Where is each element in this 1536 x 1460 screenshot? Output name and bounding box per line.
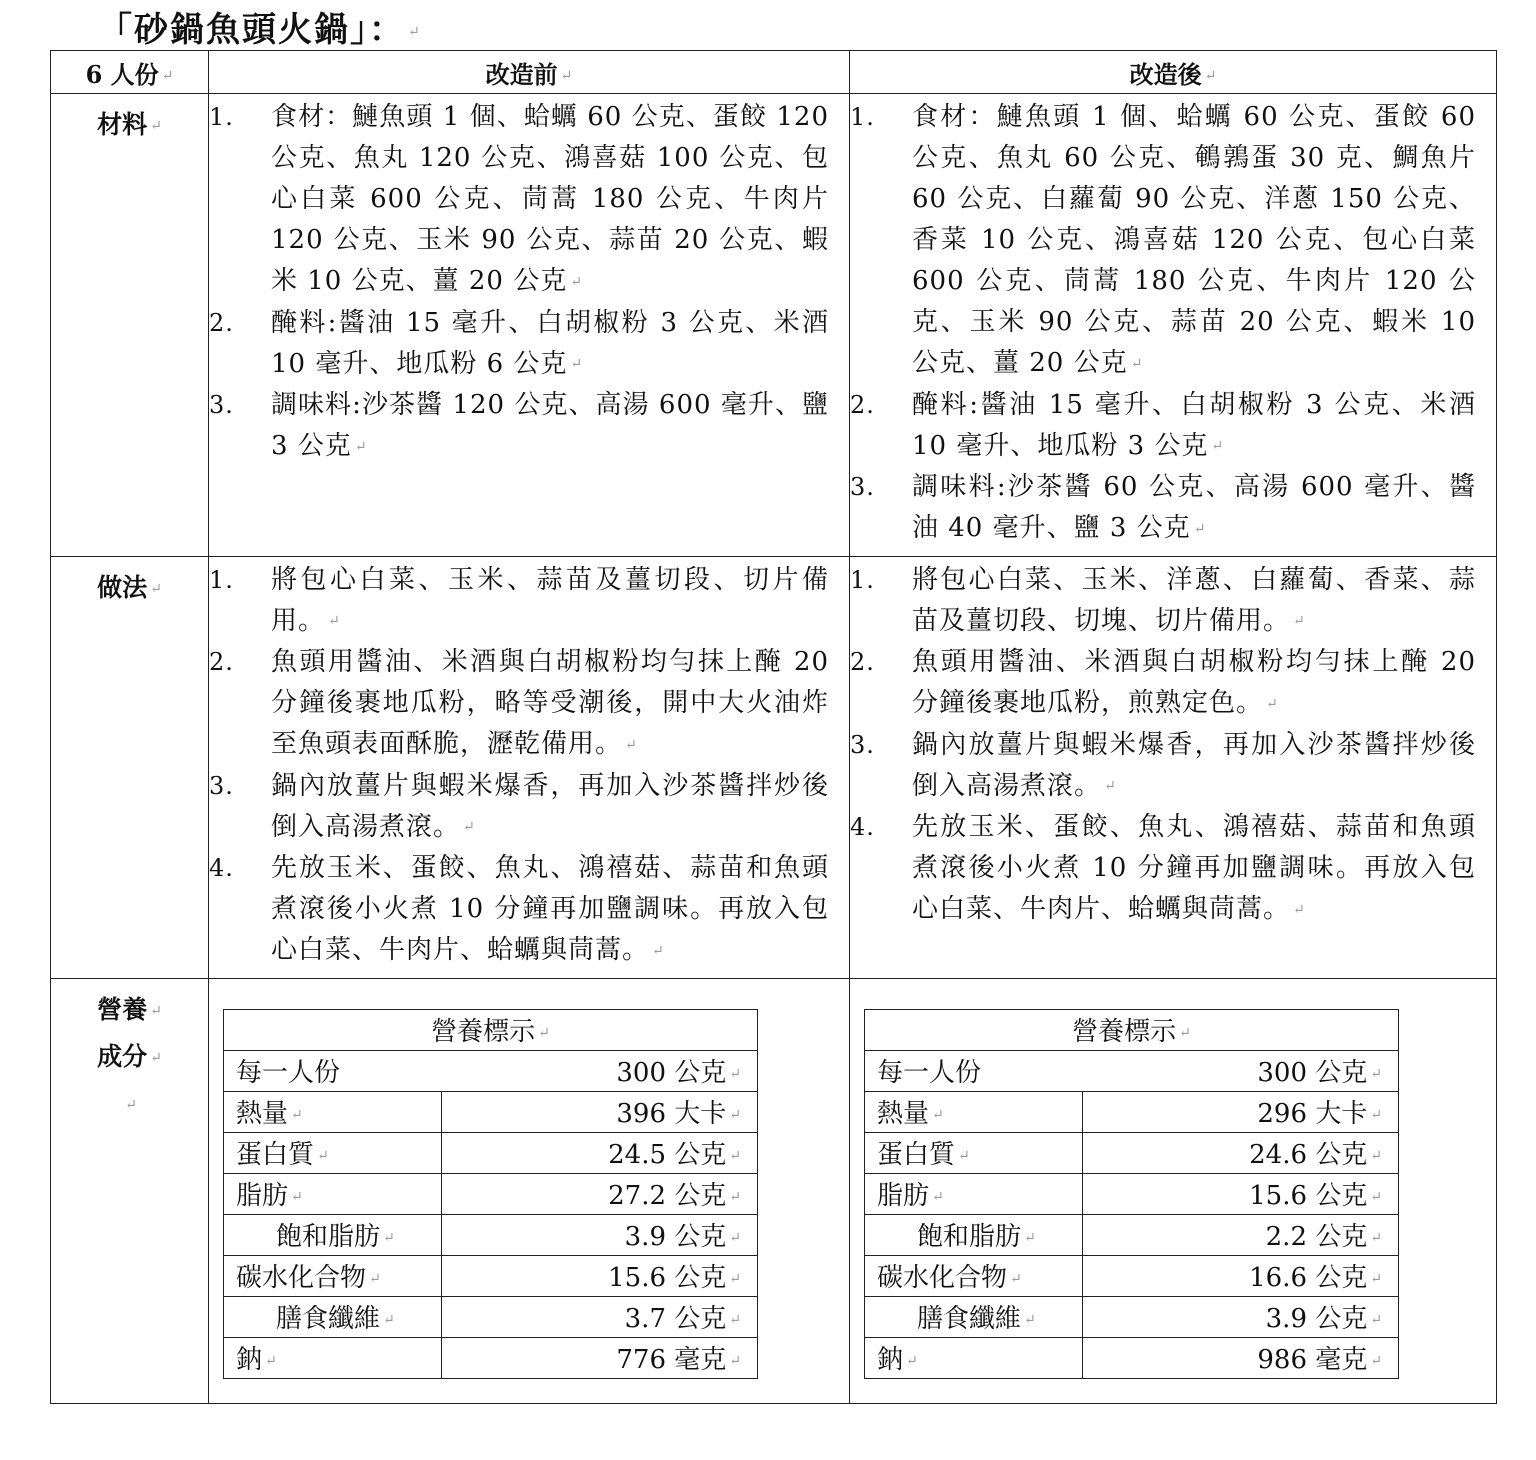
nutrient-amount: 3.9 公克 — [1265, 1304, 1368, 1334]
nutrient-label — [224, 1091, 442, 1132]
header-serving: 6 人份 ↵ — [51, 51, 209, 94]
nutrient-value — [1083, 1132, 1399, 1173]
list-number: 4. — [850, 813, 875, 841]
nutrient-name: 脂肪 — [877, 1181, 930, 1211]
list-number: 2. — [209, 308, 234, 337]
paragraph-mark: ↵ — [652, 942, 665, 959]
nutrient-name: 蛋白質 — [236, 1140, 315, 1170]
paragraph-mark: ↵ — [1370, 1230, 1382, 1246]
nutrition-row — [224, 1173, 758, 1214]
paragraph-mark: ↵ — [729, 1230, 741, 1246]
list-item — [209, 97, 829, 303]
paragraph-mark: ↵ — [538, 1025, 550, 1041]
nutrient-amount: 986 毫克 — [1257, 1345, 1368, 1375]
document-title-text: 「砂鍋魚頭火鍋」： — [98, 10, 405, 50]
paragraph-mark: ↵ — [265, 1353, 277, 1369]
nutrient-amount: 16.6 公克 — [1249, 1263, 1368, 1293]
paragraph-mark: ↵ — [1370, 1353, 1382, 1369]
per-serving-label: 每一人份 — [236, 1058, 341, 1088]
list-item — [850, 97, 1476, 385]
nutrient-name: 碳水化合物 — [877, 1263, 1008, 1293]
paragraph-mark: ↵ — [1293, 613, 1306, 629]
list-text: 食材：鰱魚頭 1 個、蛤蠣 60 公克、蛋餃 120 公克、魚丸 120 公克、鴻喜菇 100 公克、包心白菜 600 公克、茼蒿 180 公克、牛肉片 120 公克、玉米 90 公克、蒜苗 20 公克、蝦米 10 公克、薑 20 公克 — [271, 102, 829, 296]
nutrient-value — [1083, 1214, 1399, 1255]
nutrient-name: 飽和脂肪 — [276, 1222, 381, 1252]
nutrient-value — [442, 1132, 758, 1173]
nutrient-amount: 24.5 公克 — [608, 1140, 727, 1170]
row-label-method: 做法 ↵ — [51, 556, 209, 978]
header-before: 改造前 ↵ — [209, 51, 850, 94]
nutrient-amount: 3.7 公克 — [624, 1304, 727, 1334]
paragraph-mark: ↵ — [1193, 520, 1207, 537]
list-number: 3. — [209, 391, 234, 419]
paragraph-mark: ↵ — [1370, 1066, 1382, 1082]
nutrient-value — [442, 1173, 758, 1214]
nutrition-row — [224, 1296, 758, 1337]
list-text: 魚頭用醬油、米酒與白胡椒粉均勻抹上醃 20 分鐘後裹地瓜粉，略等受潮後，開中大火油炸至魚頭表面酥脆，瀝乾備用。 — [271, 647, 829, 759]
nutrition-title-text: 營養標示 — [1072, 1017, 1177, 1047]
nutrient-name: 熱量 — [877, 1099, 930, 1129]
paragraph-mark: ↵ — [1211, 438, 1225, 454]
header-after: 改造後 ↵ — [850, 51, 1497, 94]
paragraph-mark: ↵ — [1370, 1271, 1382, 1287]
nutrient-label — [865, 1296, 1083, 1337]
per-serving-label: 每一人份 — [877, 1058, 982, 1088]
nutrition-row — [224, 1132, 758, 1173]
nutrition-title-row — [224, 1009, 758, 1050]
nutrient-label — [224, 1132, 442, 1173]
list-item — [209, 766, 829, 849]
method-before — [209, 556, 850, 978]
paragraph-mark: ↵ — [729, 1271, 741, 1287]
paragraph-mark: ↵ — [1370, 1107, 1382, 1123]
list-item — [850, 560, 1476, 643]
paragraph-mark: ↵ — [383, 1312, 395, 1328]
paragraph-mark: ↵ — [729, 1107, 741, 1123]
paragraph-mark: ↵ — [729, 1189, 741, 1205]
ingredients-after — [850, 94, 1497, 557]
nutrition-row — [51, 978, 1497, 1403]
list-number: 1. — [850, 103, 875, 131]
nutrient-amount: 296 大卡 — [1257, 1099, 1368, 1129]
paragraph-mark: ↵ — [729, 1312, 741, 1328]
list-item — [209, 303, 829, 386]
nutrient-name: 鈉 — [236, 1345, 263, 1375]
nutrient-value — [442, 1337, 758, 1378]
paragraph-mark: ↵ — [463, 819, 476, 835]
list-text: 醃料:醬油 15 毫升、白胡椒粉 3 公克、米酒 10 毫升、地瓜粉 3 公克 — [912, 389, 1476, 461]
list-number: 3. — [850, 730, 875, 759]
ingredients-before — [209, 94, 850, 557]
nutrient-name: 膳食纖維 — [276, 1304, 381, 1334]
paragraph-mark: ↵ — [729, 1066, 741, 1082]
per-serving-value: 300 公克 ↵ — [616, 1058, 741, 1088]
paragraph-mark: ↵ — [1010, 1271, 1022, 1287]
nutrition-before — [209, 978, 850, 1403]
paragraph-mark: ↵ — [369, 1271, 381, 1287]
nutrient-label — [865, 1173, 1083, 1214]
paragraph-mark: ↵ — [729, 1353, 741, 1369]
ingredients-row — [51, 94, 1497, 557]
list-text: 魚頭用醬油、米酒與白胡椒粉均勻抹上醃 20 分鐘後裹地瓜粉，煎熟定色。 — [912, 647, 1476, 718]
paragraph-mark: ↵ — [408, 24, 422, 40]
nutrient-amount: 776 毫克 — [616, 1345, 727, 1375]
paragraph-mark: ↵ — [354, 438, 368, 455]
nutrient-label — [224, 1214, 442, 1255]
header-row — [51, 51, 1497, 94]
list-text: 將包心白菜、玉米、蒜苗及薑切段、切片備用。 — [271, 564, 829, 636]
list-text: 調味料:沙茶醬 120 公克、高湯 600 毫升、鹽 3 公克 — [271, 390, 829, 461]
nutrient-amount: 15.6 公克 — [1249, 1181, 1368, 1211]
list-number: 3. — [850, 473, 875, 501]
nutrient-amount: 15.6 公克 — [608, 1263, 727, 1293]
list-number: 1. — [209, 565, 234, 594]
nutrient-name: 膳食纖維 — [917, 1304, 1022, 1334]
row-label-ingredients: 材料 ↵ — [51, 94, 209, 557]
row-label-nutrition: 營養 ↵ 成分 ↵ ↵ — [51, 978, 209, 1403]
nutrient-label — [865, 1091, 1083, 1132]
nutrition-title-text: 營養標示 — [431, 1017, 536, 1047]
list-item — [209, 848, 829, 972]
nutrition-label-before — [223, 1009, 758, 1379]
nutrition-row — [224, 1337, 758, 1378]
list-text: 調味料:沙茶醬 60 公克、高湯 600 毫升、醬油 40 毫升、鹽 3 公克 — [912, 472, 1476, 543]
nutrition-title — [224, 1009, 758, 1050]
nutrition-row — [865, 1296, 1399, 1337]
nutrient-label — [224, 1337, 442, 1378]
nutrition-row — [865, 1214, 1399, 1255]
nutrient-label — [224, 1255, 442, 1296]
paragraph-mark: ↵ — [1370, 1312, 1382, 1328]
list-item — [850, 807, 1476, 931]
paragraph-mark: ↵ — [291, 1189, 303, 1205]
nutrient-value — [442, 1255, 758, 1296]
list-number: 1. — [850, 565, 875, 594]
method-after — [850, 556, 1497, 978]
nutrient-value — [1083, 1091, 1399, 1132]
list-text: 先放玉米、蛋餃、魚丸、鴻禧菇、蒜苗和魚頭煮滾後小火煮 10 分鐘再加鹽調味。再放入包心白菜、牛肉片、蛤蠣與茼蒿。 — [271, 853, 829, 965]
paragraph-mark: ↵ — [1179, 1025, 1191, 1041]
nutrition-row — [224, 1214, 758, 1255]
nutrition-title-row — [865, 1009, 1399, 1050]
list-text: 鍋內放薑片與蝦米爆香，再加入沙茶醬拌炒後倒入高湯煮滾。 — [271, 770, 829, 842]
nutrient-name: 飽和脂肪 — [917, 1222, 1022, 1252]
list-number: 3. — [209, 771, 234, 800]
paragraph-mark: ↵ — [932, 1107, 944, 1123]
paragraph-mark: ↵ — [1266, 695, 1279, 712]
list-number: 1. — [209, 103, 234, 131]
list-text: 鍋內放薑片與蝦米爆香，再加入沙茶醬拌炒後倒入高湯煮滾。 — [912, 729, 1476, 801]
list-item — [209, 385, 829, 468]
paragraph-mark: ↵ — [317, 1148, 329, 1164]
nutrition-row — [865, 1173, 1399, 1214]
paragraph-mark: ↵ — [625, 736, 638, 753]
nutrition-title — [865, 1009, 1399, 1050]
paragraph-mark: ↵ — [1024, 1230, 1036, 1246]
nutrient-amount: 3.9 公克 — [624, 1222, 727, 1252]
nutrient-value — [1083, 1337, 1399, 1378]
list-number: 4. — [209, 854, 234, 882]
method-row — [51, 556, 1497, 978]
nutrition-row — [865, 1255, 1399, 1296]
nutrition-row — [865, 1132, 1399, 1173]
list-item — [850, 385, 1476, 468]
document-title — [98, 2, 422, 51]
nutrient-value — [442, 1296, 758, 1337]
nutrition-row — [865, 1337, 1399, 1378]
paragraph-mark: ↵ — [570, 356, 584, 372]
nutrition-label-after — [864, 1009, 1399, 1379]
nutrient-value — [442, 1091, 758, 1132]
paragraph-mark: ↵ — [291, 1107, 303, 1123]
nutrient-name: 蛋白質 — [877, 1140, 956, 1170]
paragraph-mark: ↵ — [1024, 1312, 1036, 1328]
list-text: 先放玉米、蛋餃、魚丸、鴻禧菇、蒜苗和魚頭煮滾後小火煮 10 分鐘再加鹽調味。再放入包心白菜、牛肉片、蛤蠣與茼蒿。 — [912, 812, 1476, 924]
nutrient-label — [224, 1173, 442, 1214]
nutrition-row — [224, 1255, 758, 1296]
nutrient-value — [442, 1214, 758, 1255]
nutrient-amount: 27.2 公克 — [608, 1181, 727, 1211]
list-text: 食材：鰱魚頭 1 個、蛤蠣 60 公克、蛋餃 60 公克、魚丸 60 公克、鵪鶉蛋 30 克、鯛魚片 60 公克、白蘿蔔 90 公克、洋蔥 150 公克、香菜 10 公克、鴻喜菇 120 公克、包心白菜 600 公克、茼蒿 180 公克、牛肉片 120 公克、玉米 90 公克、蒜苗 20 公克、蝦米 10 公克、薑 20 公克 — [912, 102, 1476, 378]
list-number: 2. — [850, 390, 875, 419]
list-item — [850, 642, 1476, 725]
nutrient-value — [1083, 1296, 1399, 1337]
paragraph-mark: ↵ — [383, 1230, 395, 1246]
nutrient-value — [1083, 1255, 1399, 1296]
nutrient-label — [865, 1337, 1083, 1378]
nutrient-amount: 396 大卡 — [616, 1099, 727, 1129]
list-item — [850, 725, 1476, 808]
paragraph-mark: ↵ — [1104, 778, 1117, 794]
list-number: 2. — [209, 648, 234, 676]
list-number: 2. — [850, 648, 875, 676]
nutrient-value — [1083, 1173, 1399, 1214]
list-item — [850, 467, 1476, 550]
per-serving-cell — [865, 1050, 1399, 1091]
nutrient-amount: 24.6 公克 — [1249, 1140, 1368, 1170]
nutrient-name: 碳水化合物 — [236, 1263, 367, 1293]
nutrition-after — [850, 978, 1497, 1403]
paragraph-mark: ↵ — [958, 1148, 970, 1164]
nutrient-name: 脂肪 — [236, 1181, 289, 1211]
paragraph-mark: ↵ — [1370, 1189, 1382, 1205]
nutrition-row — [865, 1091, 1399, 1132]
per-serving-value: 300 公克 ↵ — [1257, 1058, 1382, 1088]
nutrient-label — [865, 1214, 1083, 1255]
paragraph-mark: ↵ — [570, 273, 583, 290]
per-serving-row — [224, 1050, 758, 1091]
per-serving-cell — [224, 1050, 758, 1091]
nutrient-name: 鈉 — [877, 1345, 904, 1375]
paragraph-mark: ↵ — [328, 613, 341, 629]
nutrient-amount: 2.2 公克 — [1265, 1222, 1368, 1252]
paragraph-mark: ↵ — [1293, 901, 1306, 918]
paragraph-mark: ↵ — [932, 1189, 944, 1205]
per-serving-row — [865, 1050, 1399, 1091]
recipe-comparison-table — [50, 50, 1497, 1404]
list-item — [209, 560, 829, 643]
list-item — [209, 642, 829, 766]
nutrient-label — [865, 1255, 1083, 1296]
nutrient-label — [224, 1296, 442, 1337]
list-text: 醃料:醬油 15 毫升、白胡椒粉 3 公克、米酒 10 毫升、地瓜粉 6 公克 — [271, 307, 829, 379]
nutrient-name: 熱量 — [236, 1099, 289, 1129]
paragraph-mark: ↵ — [1370, 1148, 1382, 1164]
paragraph-mark: ↵ — [906, 1353, 918, 1369]
paragraph-mark: ↵ — [1130, 355, 1144, 372]
list-text: 將包心白菜、玉米、洋蔥、白蘿蔔、香菜、蒜苗及薑切段、切塊、切片備用。 — [912, 564, 1476, 636]
nutrient-label — [865, 1132, 1083, 1173]
nutrition-row — [224, 1091, 758, 1132]
paragraph-mark: ↵ — [729, 1148, 741, 1164]
